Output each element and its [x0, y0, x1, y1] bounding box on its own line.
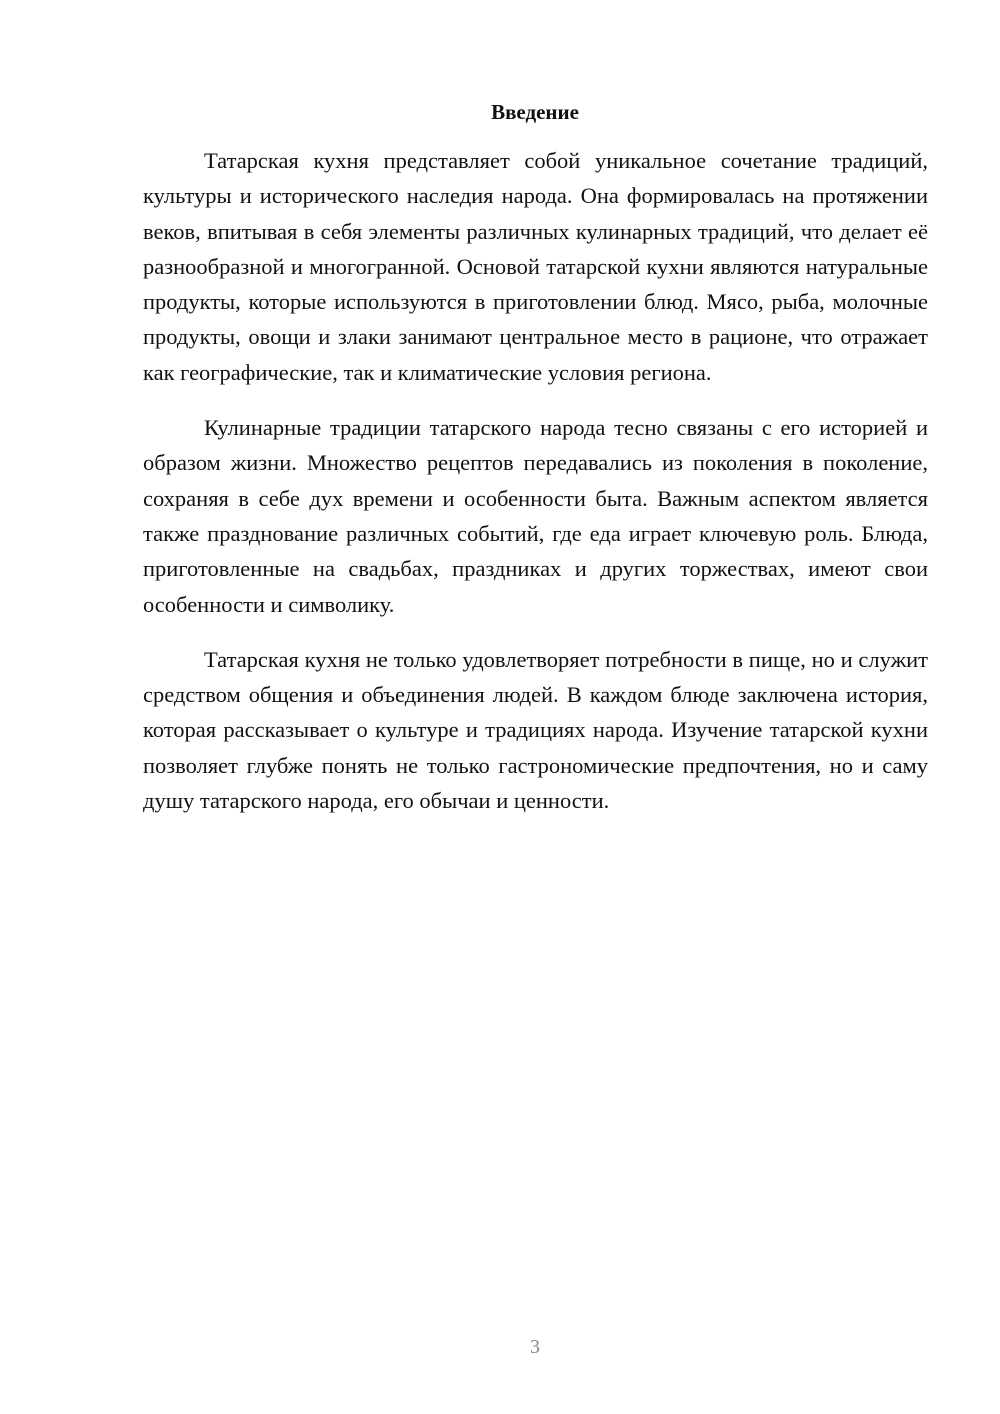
section-title: Введение — [491, 100, 579, 124]
page-number: 3 — [530, 1336, 540, 1358]
paragraph-2: Кулинарные традиции татарского народа тесно связаны с его историей и образом жизни. Множество рецептов передавались из поколения в поколение, сохраняя в себе дух времени и особенности быта. Важным аспектом является также празднование различных событий, где еда играет ключевую роль. Блюда, приготовленные на свадьбах, праздниках и других торжествах, имеют свои особенности и символику. — [143, 415, 928, 617]
paragraph-3: Татарская кухня не только удовлетворяет потребности в пище, но и служит средством общения и объединения людей. В каждом блюде заключена история, которая рассказывает о культуре и традициях народа. Изучение татарской кухни позволяет глубже понять не только гастрономические предпочтения, но и саму душу татарского народа, его обычаи и ценности. — [143, 646, 928, 814]
body-text — [143, 143, 928, 818]
paragraph-1: Татарская кухня представляет собой уникальное сочетание традиций, культуры и исторического наследия народа. Она формировалась на протяжении веков, впитывая в себя элементы различных кулинарных традиций, что делает её разнообразной и многогранной. Основой татарской кухни являются натуральные продукты, которые используются в приготовлении блюд. Мясо, рыба, молочные продукты, овощи и злаки занимают центральное место в рационе, что отражает как географические, так и климатические условия региона. — [143, 148, 928, 385]
